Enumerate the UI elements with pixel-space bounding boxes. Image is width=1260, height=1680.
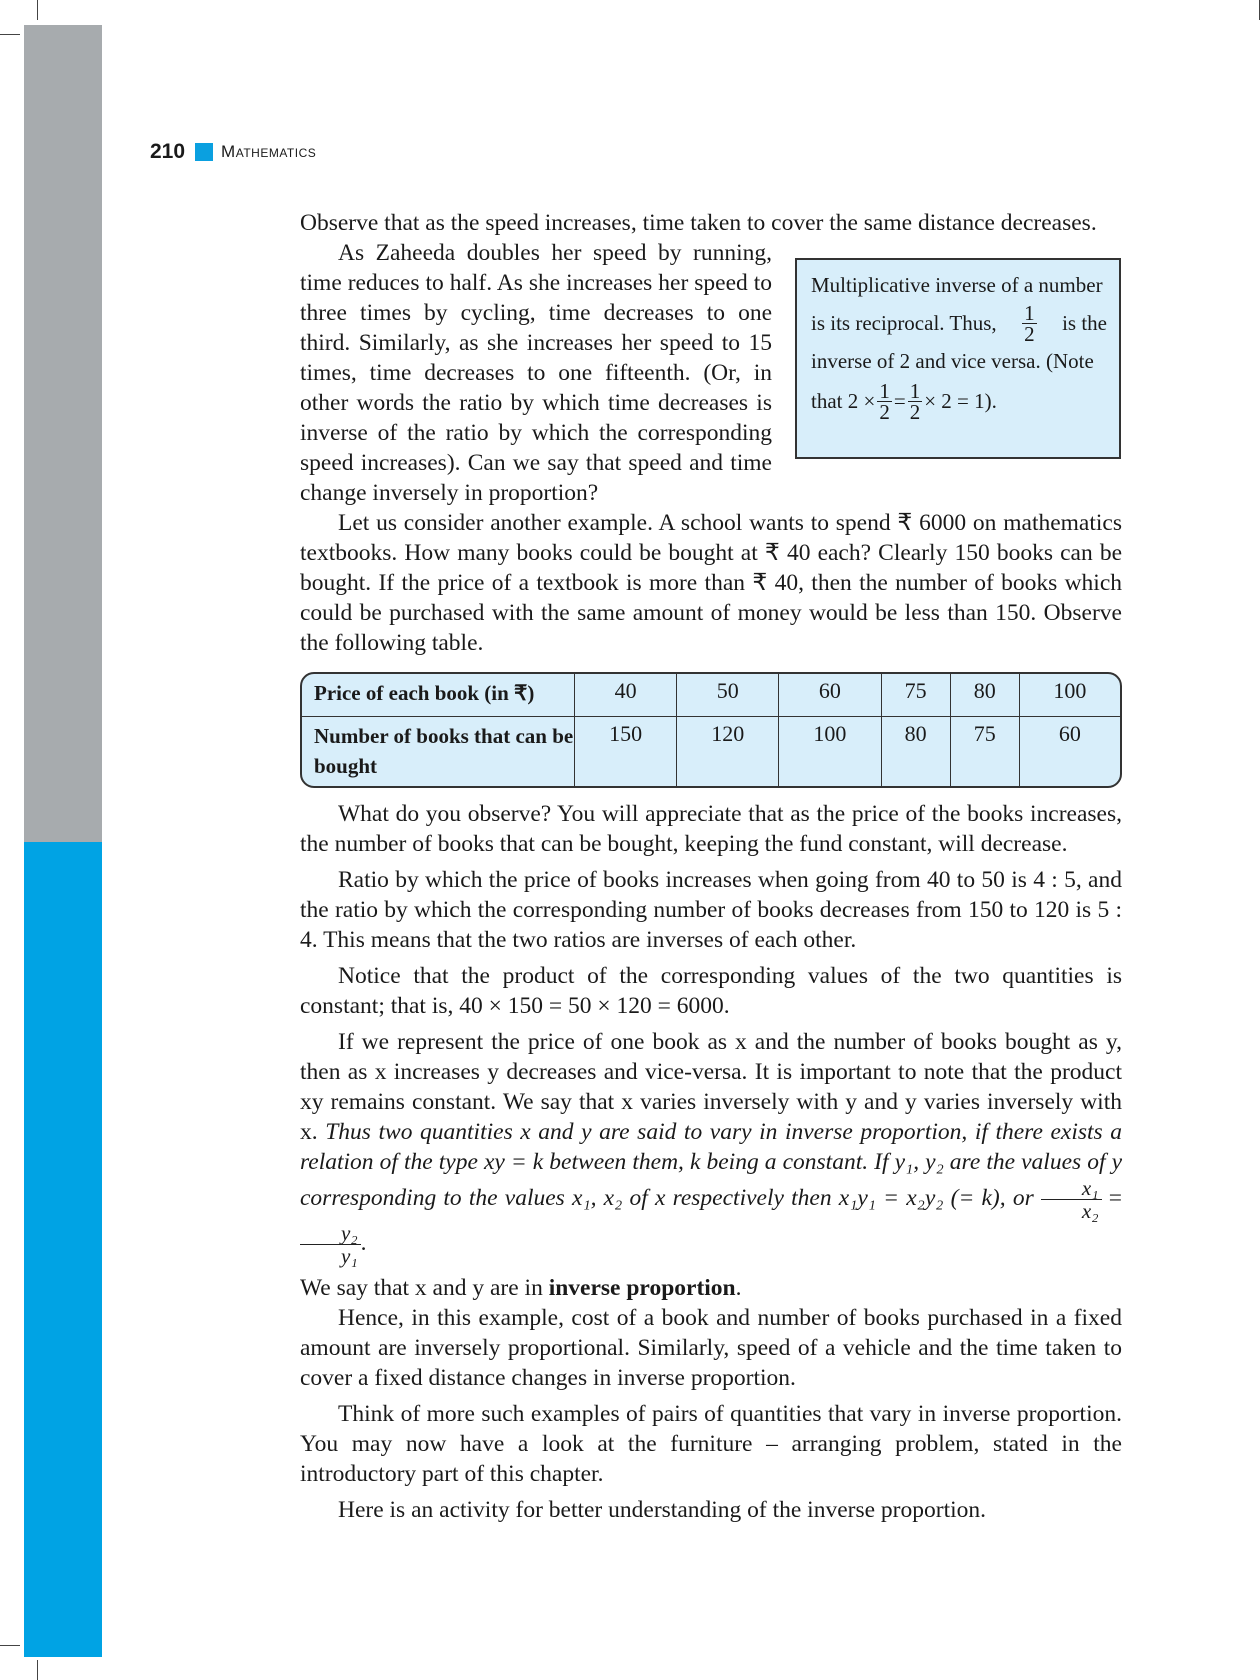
table-row-label: Number of books that can be bought	[302, 717, 575, 787]
note-text-2a: is its reciprocal. Thus,	[811, 311, 997, 335]
table-row-books	[302, 717, 1120, 787]
note-text-2b: is the	[1062, 311, 1107, 335]
sidebar-gray-band	[24, 25, 102, 842]
note-fraction-2: $\frac{1}{2}$	[909, 378, 921, 424]
intro-first-line: Observe that as the speed increases, time taken to cover the same distance decreases.	[300, 210, 1097, 236]
note-box	[795, 258, 1121, 459]
table-cell: 75	[881, 674, 950, 717]
crop-mark-bottom	[37, 1660, 38, 1680]
table-cell: 80	[950, 674, 1019, 717]
subject-title: Mathematics	[221, 142, 317, 161]
note-line-2	[811, 300, 1107, 346]
page-number: 210	[150, 140, 186, 163]
intro-paragraph	[300, 238, 772, 508]
table-cell: 40	[575, 674, 677, 717]
note-line-4	[811, 376, 1107, 426]
table-cell: 150	[575, 717, 677, 787]
table-row-label: Price of each book (in ₹)	[302, 674, 575, 717]
note-equals: =	[893, 389, 906, 413]
table-cell: 100	[779, 717, 881, 787]
speed-time-paragraph: As Zaheeda doubles her speed by running, time reduces to half. As she increases her speed to three times by cycling, time decreases to one third. Similarly, as she increases her speed to 15 times, time decreases to one fifteenth. (Or, in other words the ratio by which time decreases is inverse of the ratio by which the corresponding speed increases). Can we say that speed and time change inversely in proportion?	[300, 240, 772, 506]
table-cell: 100	[1019, 674, 1120, 717]
crop-mark-top	[37, 0, 38, 20]
inverse-proportion-statement: We say that x and y are in inverse proportion.	[300, 1275, 742, 1301]
intro-line	[300, 208, 1122, 238]
sidebar-blue-band	[24, 842, 102, 1657]
price-books-table	[300, 672, 1122, 788]
definition-paragraph: If we represent the price of one book as x and the number of books bought as y, then as x increases y decreases and vice-versa. It is important to note that the product xy remains constant. We say that x varies inversely with y and y varies inversely with x. Thus two quantities x and y are said to vary in inverse proportion, if there exists a relation of the type xy = k between them, k being a constant. If y₁, y₂ are the values of y corresponding to the values x₁, x₂ of x respectively then x₁y₁ = x₂y₂ (= k), or $\frac{\text{x₁}}{\text{x₂}}$ = $\frac{\text{y₂}}{\text{y₁}}$ .	[300, 1029, 1123, 1268]
example-paragraph: Let us consider another example. A school wants to spend ₹ 6000 on mathematics textbooks. How many books could be bought at ₹ 40 each? Clearly 150 books can be bought. If the price of a textbook is more than ₹ 40, then the number of books which could be purchased with the same amount of money would be less than 150. Observe the following table.	[300, 510, 1122, 656]
crop-mark-left-bottom	[0, 1645, 20, 1646]
hence-paragraph: Hence, in this example, cost of a book and number of books purchased in a fixed amount are inversely proportional. Similarly, speed of a vehicle and the time taken to cover a fixed distance changes in inverse proportion.	[300, 1305, 1122, 1391]
example-block	[300, 508, 1122, 658]
table-cell: 50	[677, 674, 779, 717]
page-header	[150, 140, 316, 164]
observe-paragraph: What do you observe? You will appreciate that as the price of the books increases, the number of books that can be bought, keeping the fund constant, will decrease.	[300, 801, 1122, 857]
body-after-table	[300, 799, 1122, 1525]
note-text-4b: × 2 = 1).	[924, 389, 997, 413]
table-cell: 60	[1019, 717, 1120, 787]
note-fraction-1: $\frac{1}{2}$	[879, 378, 890, 424]
note-line-3: inverse of 2 and vice versa. (Note	[811, 349, 1094, 373]
table-cell: 60	[779, 674, 881, 717]
inverse-proportion-term: inverse proportion	[548, 1275, 736, 1301]
header-square-icon	[195, 143, 213, 161]
ratio-paragraph: Ratio by which the price of books increases when going from 40 to 50 is 4 : 5, and the ratio by which the corresponding number of books decreases from 150 to 120 is 5 : 4. This means that the two ratios are inverses of each other.	[300, 867, 1122, 953]
table-cell: 75	[950, 717, 1019, 787]
note-line-1: Multiplicative inverse of a number	[811, 273, 1103, 297]
fraction-x1-x2: $\frac{\text{x₁}}{\text{x₂}}$	[1041, 1177, 1102, 1222]
think-paragraph: Think of more such examples of pairs of quantities that vary in inverse proportion. You may now have a look at the furniture – arranging problem, stated in the introductory part of this chapter.	[300, 1401, 1122, 1487]
table-cell: 120	[677, 717, 779, 787]
product-paragraph: Notice that the product of the corresponding values of the two quantities is constant; that is, 40 × 150 = 50 × 120 = 6000.	[300, 963, 1122, 1019]
fraction-y2-y1: $\frac{\text{y₂}}{\text{y₁}}$	[300, 1222, 361, 1267]
activity-intro: Here is an activity for better understanding of the inverse proportion.	[338, 1497, 987, 1523]
table-row-price	[302, 674, 1120, 717]
crop-mark-left-top	[0, 34, 20, 35]
note-text-4a: that 2 ×	[811, 389, 876, 413]
table-cell: 80	[881, 717, 950, 787]
note-fraction-half: $\frac{1}{2}$	[1024, 300, 1035, 346]
